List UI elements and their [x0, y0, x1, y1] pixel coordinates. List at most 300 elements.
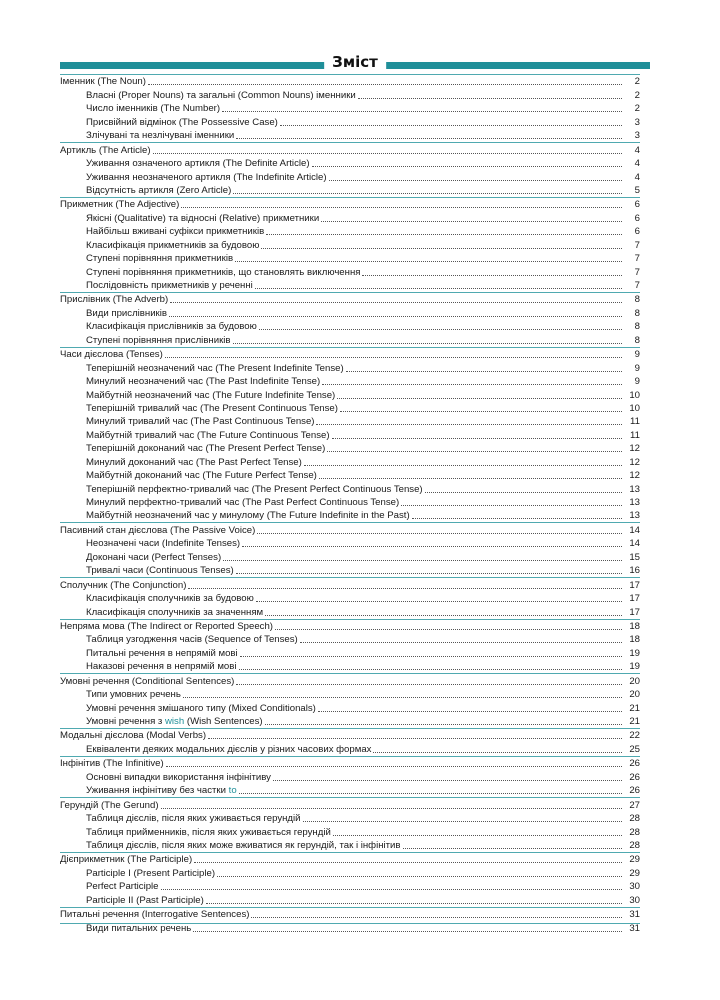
toc-entry-text: Тривалі часи (Continuous Tenses)	[86, 565, 234, 577]
toc-section	[60, 756, 640, 770]
dot-leader	[239, 792, 622, 794]
toc-entry-text: Минулий перфектно-тривалий час (The Past Perfect Continuous Tense)	[86, 497, 400, 508]
toc-entry-label	[60, 457, 302, 469]
toc-subentry	[60, 375, 640, 388]
toc-page-number: 26	[629, 758, 640, 770]
dot-leader	[322, 383, 622, 385]
toc-entry-keyword: to	[228, 785, 237, 797]
toc-page-number: 4	[634, 158, 640, 170]
toc-subentry	[60, 402, 640, 415]
toc-bottom-rule	[60, 923, 640, 924]
toc-entry-text: Теперішній доконаний час (The Present Perfect Tense)	[86, 443, 326, 455]
toc-page-number: 17	[629, 593, 640, 605]
toc-entry-text: Participle II (Past Participle)	[86, 894, 204, 906]
toc-entry-label	[60, 416, 314, 428]
toc-subentry	[60, 605, 640, 618]
toc-subentry	[60, 688, 640, 701]
dot-leader	[303, 820, 622, 822]
toc-entry-label	[60, 213, 319, 225]
toc-entry-text: Теперішній перфектно-тривалий час (The Present Perfect Continuous Tense)	[86, 483, 423, 495]
toc-entry-label	[60, 525, 255, 537]
toc-entry-text: Класифікація сполучників за будовою	[86, 593, 254, 605]
dot-leader	[206, 902, 622, 904]
dot-leader	[233, 342, 623, 344]
dot-leader	[329, 179, 622, 181]
toc-subentry	[60, 550, 640, 563]
dot-leader	[235, 260, 622, 262]
toc-subentry	[60, 701, 640, 714]
toc-entry-text: Умовні речення (Conditional Sentences)	[60, 675, 235, 687]
toc-page-number: 7	[634, 266, 640, 278]
toc-entry-label	[60, 240, 259, 252]
toc-entry-text: Дієприкметник (The Participle)	[60, 854, 193, 866]
toc-section	[60, 619, 640, 633]
toc-entry-text: Майбутній неозначений час (The Future Indefinite Tense)	[86, 389, 336, 401]
toc-entry-label	[60, 267, 360, 279]
toc-entry-text: Прикметник (The Adjective)	[60, 199, 180, 211]
toc-entry-label	[60, 758, 164, 770]
toc-subentry	[60, 252, 640, 265]
dot-leader	[273, 779, 622, 781]
toc-entry-text: Артикль (The Article)	[60, 144, 151, 156]
dot-leader	[340, 410, 622, 412]
dot-leader	[319, 477, 622, 479]
dot-leader	[153, 152, 622, 154]
dot-leader	[222, 110, 622, 112]
toc-subentry	[60, 839, 640, 852]
toc-subentry	[60, 115, 640, 128]
toc-entry-text: Неозначені часи (Indefinite Tenses)	[86, 538, 241, 550]
toc-entry-text: Часи дієслова (Tenses)	[60, 349, 163, 361]
toc-entry-label	[60, 634, 298, 646]
toc-subentry	[60, 442, 640, 455]
toc-entry-text: Класифікація сполучників за значенням	[86, 606, 264, 618]
dot-leader	[166, 765, 622, 767]
dot-leader	[165, 356, 622, 358]
toc-subentry	[60, 157, 640, 170]
toc-entry-label	[60, 813, 301, 825]
toc-section	[60, 907, 640, 921]
toc-page-number: 27	[629, 799, 640, 811]
toc-entry-label	[60, 510, 410, 522]
toc-subentry	[60, 633, 640, 646]
toc-entry-label	[60, 689, 181, 701]
toc-entry-label	[60, 470, 317, 482]
toc-subentry	[60, 279, 640, 292]
toc-entry-label	[60, 895, 204, 907]
toc-page-number: 26	[629, 785, 640, 797]
toc-entry-text: Число іменників (The Number)	[86, 103, 221, 115]
toc-subentry	[60, 893, 640, 906]
toc-entry-label	[60, 827, 331, 839]
dot-leader	[251, 916, 622, 918]
dot-leader	[181, 206, 622, 208]
toc-entry-text: Еквіваленти деяких модальних дієслів у різних часових формах	[86, 743, 372, 755]
toc-subentry	[60, 428, 640, 441]
toc-entry-label	[60, 321, 257, 333]
toc-subentry	[60, 564, 640, 577]
toc-entry-label	[60, 199, 179, 211]
toc-subentry	[60, 660, 640, 673]
toc-subentry	[60, 88, 640, 101]
toc-entry-label	[60, 130, 234, 142]
toc-entry-text: Participle I (Present Participle)	[86, 867, 216, 879]
toc-entry-keyword: wish	[165, 716, 185, 727]
toc-page-number: 7	[634, 280, 640, 291]
toc-page-number: 28	[629, 839, 640, 851]
toc-page-number: 6	[634, 199, 640, 211]
toc-entry-label	[60, 76, 146, 88]
toc-entry-text: Минулий тривалий час (The Past Continuous Tense)	[86, 416, 315, 428]
toc-entry-text: Модальні дієслова (Modal Verbs)	[60, 730, 207, 742]
toc-entry-text: Теперішній неозначений час (The Present Indefinite Tense)	[86, 362, 344, 374]
toc-entry-text: Види питальних речень	[86, 922, 192, 934]
toc-section	[60, 142, 640, 156]
toc-subentry	[60, 320, 640, 333]
toc-entry-label	[60, 716, 263, 728]
toc-entry-text: Таблиця узгодження часів (Sequence of Tenses)	[86, 634, 298, 646]
toc-entry-text: Питальні речення в непрямій мові	[86, 647, 238, 659]
dot-leader	[261, 247, 622, 249]
toc-page-number: 12	[629, 443, 640, 455]
dot-leader	[403, 847, 623, 849]
toc-page-number: 28	[629, 813, 640, 825]
dot-leader	[161, 807, 622, 809]
toc-entry-label	[60, 172, 327, 184]
toc-page-number: 8	[634, 294, 640, 306]
toc-subentry	[60, 238, 640, 251]
dot-leader	[170, 301, 622, 303]
toc-entry-label	[60, 772, 271, 784]
toc-page-number: 11	[630, 416, 640, 428]
toc-entry-text: Непряма мова (The Indirect or Reported Speech)	[60, 620, 273, 632]
dot-leader	[333, 834, 622, 836]
toc-subentry	[60, 715, 640, 728]
toc-entry-text: Види прислівників	[86, 307, 167, 319]
toc-entry-text: Perfect Participle	[86, 881, 159, 893]
toc-subentry	[60, 265, 640, 278]
dot-leader	[316, 423, 622, 425]
toc-page-number: 21	[629, 702, 640, 714]
toc-entry-label	[60, 335, 231, 347]
toc-entry-text-after: (Wish Sentences)	[184, 716, 263, 727]
toc-entry-label	[60, 621, 273, 633]
dot-leader	[256, 600, 622, 602]
dot-leader	[280, 124, 622, 126]
toc-entry-text: Минулий неозначений час (The Past Indefinite Tense)	[86, 376, 321, 388]
toc-entry-label	[60, 538, 240, 550]
toc-entry-label	[60, 607, 263, 619]
dot-leader	[161, 888, 622, 890]
table-of-contents	[60, 74, 640, 935]
toc-entry-label	[60, 881, 159, 893]
toc-subentry	[60, 306, 640, 319]
toc-page-number: 13	[629, 483, 640, 495]
toc-page-number: 30	[629, 894, 640, 906]
toc-entry-label	[60, 580, 186, 592]
dot-leader	[208, 737, 622, 739]
toc-entry-text: Майбутній тривалий час (The Future Continuous Tense)	[86, 429, 330, 441]
toc-page-number: 18	[629, 620, 640, 632]
toc-entry-text: Умовні речення змішаного типу (Mixed Conditionals)	[86, 702, 316, 714]
toc-page-number: 3	[634, 130, 640, 142]
toc-page-number: 2	[634, 89, 640, 101]
dot-leader	[236, 137, 622, 139]
toc-entry-label	[60, 648, 238, 660]
toc-page-number: 10	[629, 389, 640, 401]
toc-section	[60, 577, 640, 591]
toc-entry-label	[60, 280, 253, 292]
toc-page-number: 18	[629, 634, 640, 646]
toc-entry-text: Типи умовних речень	[86, 689, 181, 701]
toc-page-number: 16	[629, 565, 640, 577]
toc-subentry	[60, 361, 640, 374]
toc-entry-text: Власні (Proper Nouns) та загальні (Common Nouns) іменники	[86, 89, 356, 101]
toc-page-number: 15	[629, 551, 640, 563]
toc-page-number: 25	[629, 743, 640, 755]
dot-leader	[183, 696, 622, 698]
dot-leader	[239, 668, 623, 670]
toc-entry-label	[60, 443, 325, 455]
toc-entry-label	[60, 497, 399, 509]
toc-entry-label	[60, 403, 338, 415]
dot-leader	[337, 397, 622, 399]
toc-page-number: 19	[629, 647, 640, 659]
toc-subentry	[60, 812, 640, 825]
toc-page-number: 14	[629, 524, 640, 536]
dot-leader	[265, 723, 622, 725]
dot-leader	[425, 491, 622, 493]
toc-entry-label	[60, 676, 234, 688]
toc-subentry	[60, 455, 640, 468]
toc-entry-label	[60, 868, 215, 880]
dot-leader	[223, 559, 622, 561]
toc-entry-label	[60, 840, 401, 852]
toc-section	[60, 852, 640, 866]
toc-page-number: 2	[634, 76, 640, 88]
toc-entry-label	[60, 565, 234, 577]
toc-entry-text: Найбільш вживані суфікси прикметників	[86, 226, 265, 238]
toc-entry-label	[60, 376, 320, 388]
toc-entry-label	[60, 703, 316, 715]
toc-entry-label	[60, 484, 423, 496]
toc-entry-text: Сполучник (The Conjunction)	[60, 579, 187, 591]
dot-leader	[188, 587, 622, 589]
toc-entry-text: Класифікація прислівників за будовою	[86, 321, 257, 333]
toc-page-number: 29	[629, 867, 640, 879]
toc-entry-label	[60, 593, 254, 605]
toc-page-number: 10	[629, 402, 640, 414]
dot-leader	[312, 165, 622, 167]
toc-subentry	[60, 742, 640, 755]
toc-header	[60, 53, 650, 74]
dot-leader	[412, 517, 622, 519]
toc-entry-text: Питальні речення (Interrogative Sentences)	[60, 909, 250, 921]
toc-subentry	[60, 825, 640, 838]
toc-entry-label	[60, 253, 233, 265]
toc-page-number: 9	[634, 376, 640, 388]
toc-entry-text: Відсутність артикля (Zero Article)	[86, 184, 232, 196]
toc-subentry	[60, 784, 640, 797]
dot-leader	[275, 628, 622, 630]
toc-subentry	[60, 388, 640, 401]
toc-subentry	[60, 211, 640, 224]
toc-entry-text: Пасивний стан дієслова (The Passive Voice)	[60, 524, 256, 536]
toc-entry-label	[60, 363, 344, 375]
toc-section	[60, 522, 640, 536]
toc-page-number: 29	[629, 854, 640, 866]
toc-subentry	[60, 496, 640, 509]
toc-entry-text: Таблиця дієслів, після яких уживається герундій	[86, 813, 301, 825]
toc-page-number: 13	[629, 497, 640, 508]
toc-entry-text: Уживання означеного артикля (The Definite Article)	[86, 158, 310, 170]
toc-entry-text: Послідовність прикметників у реченні	[86, 280, 253, 291]
toc-subentry	[60, 102, 640, 115]
dot-leader	[346, 370, 622, 372]
toc-entry-text: Таблиця прийменників, після яких уживається герундій	[86, 826, 331, 838]
toc-subentry	[60, 646, 640, 659]
toc-entry-text: Герундій (The Gerund)	[60, 799, 159, 811]
toc-entry-label	[60, 90, 356, 102]
toc-subentry	[60, 469, 640, 482]
toc-page-number: 2	[634, 103, 640, 115]
toc-entry-label	[60, 744, 371, 756]
dot-leader	[259, 328, 622, 330]
toc-entry-label	[60, 158, 310, 170]
toc-page-number: 31	[629, 922, 640, 934]
dot-leader	[318, 710, 622, 712]
toc-entry-label	[60, 349, 163, 361]
toc-page-number: 7	[634, 239, 640, 251]
dot-leader	[257, 532, 622, 534]
toc-entry-label	[60, 103, 220, 115]
toc-section	[60, 197, 640, 211]
toc-section	[60, 74, 640, 88]
toc-subentry	[60, 509, 640, 522]
toc-entry-text: Якісні (Qualitative) та відносні (Relative) прикметники	[86, 212, 320, 224]
dot-leader	[300, 641, 622, 643]
toc-entry-label	[60, 185, 231, 197]
toc-entry-text: Доконані часи (Perfect Tenses)	[86, 551, 222, 563]
toc-section	[60, 728, 640, 742]
toc-page-number: 8	[634, 307, 640, 319]
toc-page-number: 14	[629, 538, 640, 550]
toc-subentry	[60, 537, 640, 550]
toc-entry-text: Умовні речення з	[86, 716, 165, 727]
toc-page-number: 20	[629, 675, 640, 687]
dot-leader	[327, 450, 622, 452]
toc-page-number: 19	[629, 661, 640, 673]
toc-subentry	[60, 482, 640, 495]
dot-leader	[240, 655, 622, 657]
toc-entry-label	[60, 785, 237, 797]
toc-entry-text: Основні випадки використання інфінітиву	[86, 771, 271, 783]
toc-page-number: 9	[634, 349, 640, 361]
dot-leader	[266, 233, 622, 235]
toc-entry-label	[60, 909, 249, 921]
toc-page-number: 12	[629, 470, 640, 482]
toc-entry-text: Ступені порівняння прикметників, що становлять виключення	[86, 266, 361, 278]
toc-entry-label	[60, 390, 335, 402]
dot-leader	[321, 220, 622, 222]
dot-leader	[265, 614, 622, 616]
toc-entry-label	[60, 800, 159, 812]
toc-entry-text: Майбутній доконаний час (The Future Perfect Tense)	[86, 470, 317, 482]
toc-entry-text: Іменник (The Noun)	[60, 76, 146, 88]
dot-leader	[194, 861, 622, 863]
dot-leader	[362, 274, 622, 276]
toc-page-number: 13	[629, 510, 640, 522]
dot-leader	[401, 504, 622, 506]
toc-entry-text: Класифікація прикметників за будовою	[86, 239, 260, 251]
toc-entry-label	[60, 552, 221, 564]
toc-page-number: 6	[634, 212, 640, 224]
toc-page-number: 31	[629, 909, 640, 921]
toc-page-number: 12	[629, 456, 640, 468]
toc-entry-label	[60, 730, 206, 742]
toc-subentry	[60, 770, 640, 783]
toc-page-number: 8	[634, 321, 640, 333]
toc-page-number: 17	[629, 579, 640, 591]
toc-subentry	[60, 184, 640, 197]
toc-entry-text: Минулий доконаний час (The Past Perfect Tense)	[86, 456, 302, 468]
dot-leader	[358, 97, 622, 99]
toc-page-number: 30	[629, 881, 640, 893]
toc-section	[60, 347, 640, 361]
toc-page-number: 6	[634, 226, 640, 238]
dot-leader	[217, 875, 622, 877]
dot-leader	[236, 683, 622, 685]
toc-entry-label	[60, 294, 168, 306]
toc-page-number: 5	[634, 184, 640, 196]
toc-entry-text: Уживання неозначеного артикля (The Indefinite Article)	[86, 171, 327, 183]
dot-leader	[193, 930, 622, 932]
toc-subentry	[60, 866, 640, 879]
toc-entry-text: Таблиця дієслів, після яких може вживатися як герундій, так і інфінітив	[86, 839, 401, 851]
dot-leader	[242, 545, 622, 547]
toc-entry-text: Прислівник (The Adverb)	[60, 294, 169, 306]
toc-page-number: 17	[629, 606, 640, 618]
toc-section	[60, 797, 640, 811]
dot-leader	[236, 572, 622, 574]
toc-entry-label	[60, 117, 278, 129]
toc-subentry	[60, 225, 640, 238]
toc-entry-label	[60, 923, 191, 935]
toc-page-number: 28	[629, 826, 640, 838]
dot-leader	[255, 287, 622, 289]
toc-page-number: 22	[629, 730, 640, 742]
toc-page-number: 11	[630, 429, 640, 441]
page-title: Зміст	[324, 53, 386, 71]
toc-entry-label	[60, 661, 237, 673]
toc-section	[60, 292, 640, 306]
toc-entry-label	[60, 854, 192, 866]
toc-page-number: 7	[634, 253, 640, 265]
toc-subentry	[60, 415, 640, 428]
toc-subentry	[60, 592, 640, 605]
dot-leader	[373, 751, 622, 753]
dot-leader	[233, 192, 622, 194]
toc-subentry	[60, 880, 640, 893]
toc-entry-text: Злічувані та незлічувані іменники	[86, 130, 235, 142]
toc-section	[60, 673, 640, 687]
dot-leader	[148, 83, 622, 85]
toc-subentry	[60, 333, 640, 346]
toc-page-number: 26	[629, 771, 640, 783]
toc-page-number: 4	[634, 144, 640, 156]
toc-entry-text: Наказові речення в непрямій мові	[86, 661, 237, 673]
toc-page-number: 8	[634, 334, 640, 346]
